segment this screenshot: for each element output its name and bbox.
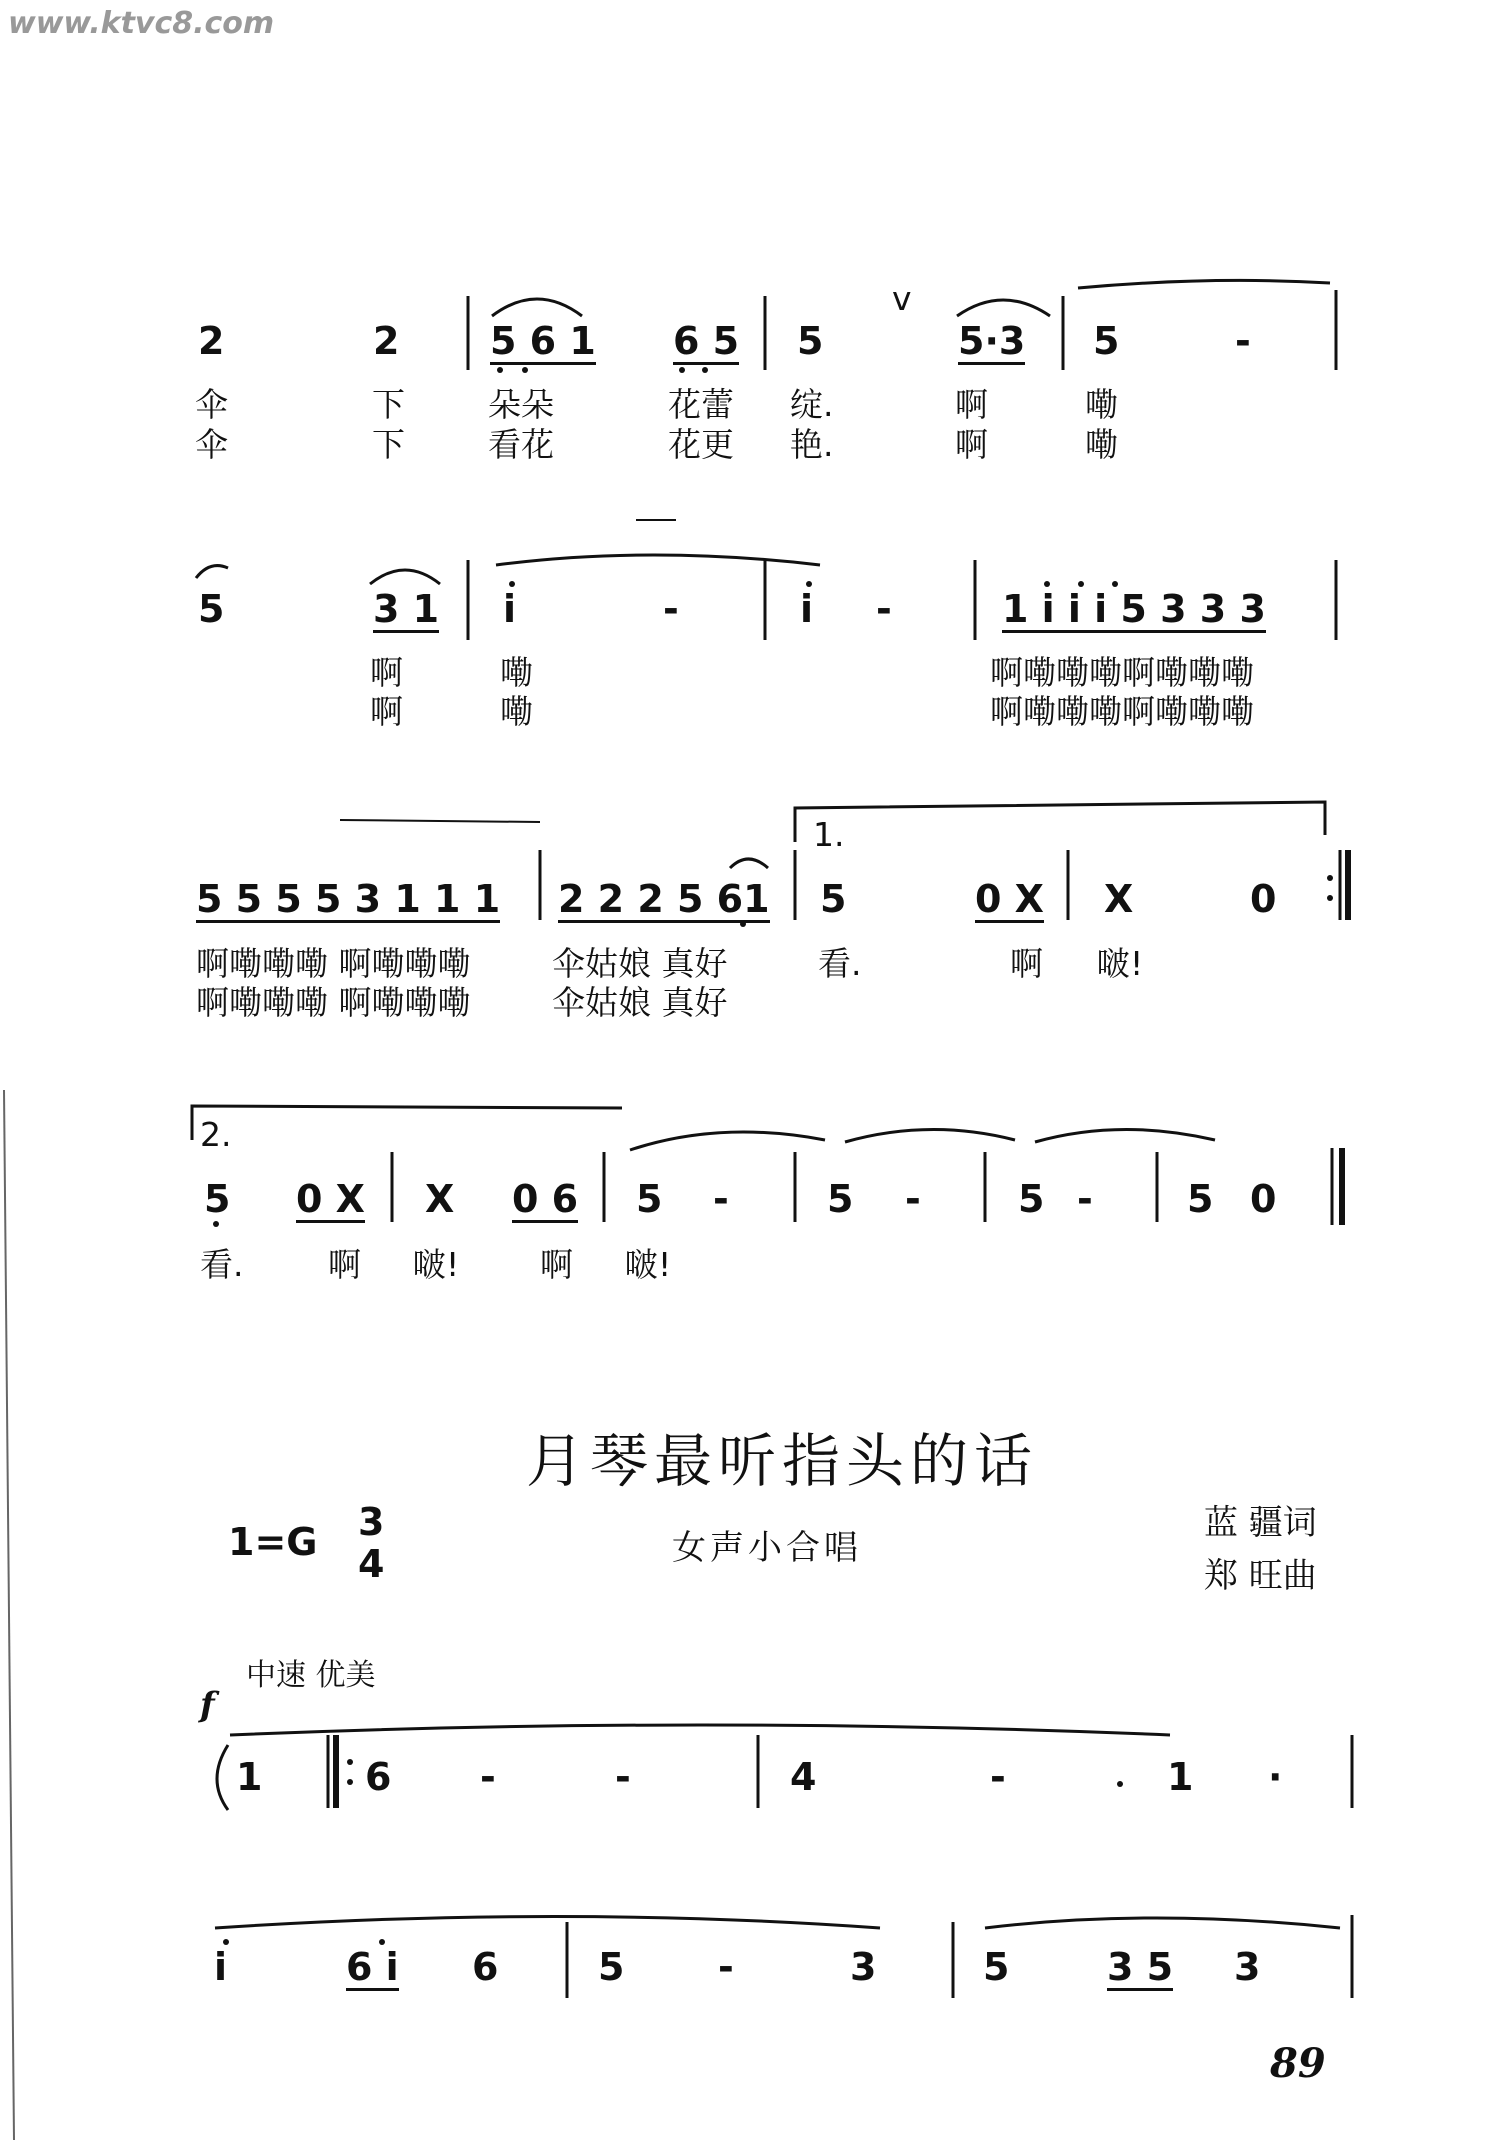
note: -	[480, 1755, 496, 1799]
lyric: 下	[372, 425, 405, 464]
tempo-marking: 中速 优美	[246, 1658, 376, 1693]
note: 5	[598, 1945, 625, 1989]
key-label: 1=G	[228, 1520, 318, 1564]
note: i	[214, 1945, 228, 1989]
note: -	[615, 1755, 631, 1799]
lyric: 啊	[1010, 944, 1043, 983]
breath-mark: v	[892, 279, 912, 318]
song-title: 月琴最听指头的话	[526, 1427, 1039, 1495]
lyric: 伞姑娘 真好	[552, 983, 728, 1022]
note: 6	[472, 1945, 499, 1989]
slur	[492, 299, 582, 316]
repeat-dot	[347, 1759, 353, 1765]
octave-dot-low	[497, 367, 503, 373]
note: 5	[827, 1177, 854, 1221]
note: -	[905, 1177, 921, 1221]
lyric: 嘞	[500, 692, 533, 731]
composer-credit: 郑 旺曲	[1204, 1556, 1317, 1596]
lyric: 啵!	[625, 1245, 672, 1284]
octave-dot-high	[1078, 581, 1084, 587]
note-group: 3 1	[373, 587, 440, 631]
dynamic-marking: f	[200, 1685, 215, 1725]
lyric: 啊	[370, 653, 403, 692]
note: 3	[1234, 1945, 1261, 1989]
note: X	[1104, 877, 1134, 921]
slur	[215, 1917, 880, 1929]
note: 5	[1018, 1177, 1045, 1221]
slur	[957, 300, 1050, 316]
lyric: 伞	[195, 425, 228, 464]
volta-1-label: 1.	[813, 815, 845, 854]
slur	[230, 1725, 1170, 1735]
octave-dot-low	[740, 921, 746, 927]
time-signature-denominator: 4	[358, 1542, 385, 1586]
page-number: 89	[1270, 2040, 1326, 2087]
lyric: 看.	[818, 944, 862, 983]
note-group: 0 X	[296, 1177, 365, 1221]
note: ·	[1268, 1755, 1283, 1799]
lyric: 花蕾	[668, 385, 734, 424]
note: -	[663, 587, 679, 631]
lyric: 啊嘞嘞嘞 啊嘞嘞嘞	[196, 944, 471, 983]
lyric: 啊嘞嘞嘞啊嘞嘞嘞	[990, 692, 1254, 731]
note-group: 1 i i i 5 3 3 3	[1002, 587, 1266, 631]
staccato-dot	[1117, 1781, 1123, 1787]
note-group: 5·3	[958, 319, 1026, 363]
octave-dot-low	[522, 367, 528, 373]
repeat-dot	[1327, 895, 1333, 901]
lyric: 啊	[540, 1245, 573, 1284]
note: 1	[1167, 1755, 1194, 1799]
brace-bracket	[217, 1745, 228, 1810]
note: 4	[790, 1755, 817, 1799]
note: -	[713, 1177, 729, 1221]
note-group: 5 5 5 5 3 1 1 1	[196, 877, 501, 921]
volta-1-bracket	[795, 802, 1325, 842]
lyric: 啊	[955, 425, 988, 464]
lyric: 啊嘞嘞嘞啊嘞嘞嘞	[990, 653, 1254, 692]
lyric: 朵朵	[488, 385, 554, 424]
slur	[730, 859, 768, 868]
tie	[630, 1132, 825, 1150]
note: -	[718, 1945, 734, 1989]
slur	[196, 566, 228, 578]
note: 5	[636, 1177, 663, 1221]
lyric: 伞姑娘 真好	[552, 944, 728, 983]
note: 5	[1187, 1177, 1214, 1221]
note-group: 3 5	[1107, 1945, 1174, 1989]
note: 5	[820, 877, 847, 921]
octave-dot-high	[509, 581, 515, 587]
octave-dot-high	[379, 1939, 385, 1945]
slur	[370, 570, 440, 584]
lyric: 看花	[488, 425, 554, 464]
note-group: 2 2 2 5 61	[558, 877, 770, 921]
tie	[1078, 280, 1330, 288]
note: -	[1235, 319, 1251, 363]
lyric: 艳.	[790, 425, 834, 464]
performance-subtitle: 女声小合唱	[672, 1528, 862, 1568]
slur-continuation	[340, 820, 540, 822]
repeat-dot	[347, 1779, 353, 1785]
slur	[985, 1918, 1340, 1928]
note-group: 6 i	[346, 1945, 399, 1989]
repeat-dot	[1327, 875, 1333, 881]
note: 5	[198, 587, 225, 631]
lyric: 啊	[328, 1245, 361, 1284]
note: i	[800, 587, 814, 631]
note-group: 0 6	[512, 1177, 579, 1221]
lyric: 花更	[668, 425, 734, 464]
octave-dot-low	[213, 1221, 219, 1227]
note-group: 5 6 1	[490, 319, 596, 363]
lyric: 伞	[195, 385, 228, 424]
note: -	[876, 587, 892, 631]
note: 3	[850, 1945, 877, 1989]
octave-dot-high	[806, 581, 812, 587]
note: 6	[365, 1755, 392, 1799]
note-group: 0 X	[975, 877, 1044, 921]
lyric: 啊嘞嘞嘞 啊嘞嘞嘞	[196, 983, 471, 1022]
note: 2	[373, 319, 400, 363]
time-signature-numerator: 3	[358, 1500, 385, 1544]
note: 5	[797, 319, 824, 363]
tie	[496, 555, 820, 565]
lyric: 嘞	[1085, 385, 1118, 424]
octave-dot-low	[679, 367, 685, 373]
watermark: www.ktvc8.com	[8, 6, 275, 41]
note: X	[425, 1177, 455, 1221]
volta-2-label: 2.	[200, 1115, 232, 1154]
note: -	[990, 1755, 1006, 1799]
tie	[845, 1129, 1015, 1142]
lyric: 啊	[370, 692, 403, 731]
octave-dot-high	[1044, 581, 1050, 587]
lyric: 绽.	[790, 385, 834, 424]
octave-dot-high	[1112, 581, 1118, 587]
note: 5	[983, 1945, 1010, 1989]
lyric: 嘞	[500, 653, 533, 692]
octave-dot-high	[223, 1939, 229, 1945]
lyricist-credit: 蓝 疆词	[1204, 1503, 1317, 1543]
note: 1	[236, 1755, 263, 1799]
note: i	[503, 587, 517, 631]
lyric: 看.	[200, 1245, 244, 1284]
note-group: 6 5	[673, 319, 740, 363]
lyric: 嘞	[1085, 425, 1118, 464]
lyric: 啵!	[1097, 944, 1144, 983]
note: 2	[198, 319, 225, 363]
note: -	[1077, 1177, 1093, 1221]
volta-2-bracket	[192, 1106, 622, 1140]
lyric: 啊	[955, 385, 988, 424]
scan-edge	[4, 1090, 14, 2140]
note: 0	[1250, 1177, 1277, 1221]
octave-dot-low	[702, 367, 708, 373]
note: 5	[1093, 319, 1120, 363]
lyric: 下	[372, 385, 405, 424]
tie	[1035, 1129, 1215, 1142]
note: 5	[204, 1177, 231, 1221]
note: 0	[1250, 877, 1277, 921]
lyric: 啵!	[413, 1245, 460, 1284]
